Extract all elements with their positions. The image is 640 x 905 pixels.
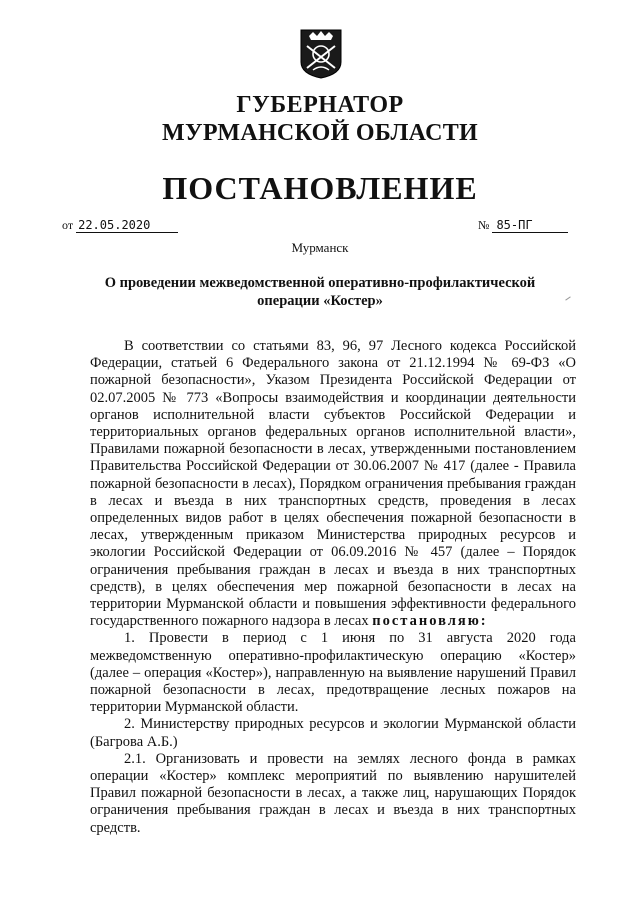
date-value: 22.05.2020 (76, 218, 178, 233)
resolve-word: постановляю: (372, 613, 488, 630)
preamble-paragraph (90, 338, 576, 630)
document-body (90, 338, 576, 837)
coat-of-arms-icon (299, 28, 343, 80)
date-field (62, 218, 178, 233)
number-field (478, 218, 568, 233)
issuer-region: МУРМАНСКОЙ ОБЛАСТИ (162, 120, 478, 146)
document-type: ПОСТАНОВЛЕНИЕ (162, 170, 478, 206)
item-1: 1. Провести в период с 1 июня по 31 августа 2020 года межведомственную оперативно-профилактическую операцию «Костер» (далее – операция «Костер»), направленную на выявление нарушений Правил пожарной безопасности в лесах, предотвращение лесных пожаров на территории Мурманской области. (90, 630, 576, 716)
number-prefix: № (478, 218, 490, 232)
stray-mark (565, 296, 570, 300)
city: Мурманск (291, 240, 349, 255)
issuer-title: ГУБЕРНАТОР (236, 92, 404, 118)
date-prefix: от (62, 218, 74, 232)
number-value: 85-ПГ (492, 218, 568, 233)
item-2: 2. Министерству природных ресурсов и экологии Мурманской области (Багрова А.Б.) (90, 716, 576, 750)
preamble-text: В соответствии со статьями 83, 96, 97 Лесного кодекса Российской Федерации, статьей 6 Федерального закона от 21.12.1994 № 69-ФЗ «О пожарной безопасности», Указом Президента Российской Федерации от 02.07.2005 № 773 «Вопросы взаимодействия и координации деятельности органов исполнительной власти субъектов Российской Федерации и территориальных органов федеральных органов исполнительной власти», Правилами пожарной безопасности в лесах, утвержденными постановлением Правительства Российской Федерации от 30.06.2007 № 417 (далее - Правила пожарной безопасности в лесах), Порядком ограничения пребывания граждан в лесах и въезда в них транспортных средств, проведения в лесах определенных видов работ в целях обеспечения пожарной безопасности в лесах, утвержденным приказом Министерства природных ресурсов и экологии Российской Федерации от 06.09.2016 № 457 (далее – Порядок ограничения пребывания граждан в лесах и въезда в них транспортных средств), в целях обеспечения мер пожарной безопасности в лесах на территории Мурманской области и повышения эффективности федерального государственного пожарного надзора в лесах (90, 338, 576, 630)
document-subject: О проведении межведомственной оперативно-профилактической операции «Костер» (104, 275, 536, 309)
item-2-1: 2.1. Организовать и провести на землях лесного фонда в рамках операции «Костер» комплекс мероприятий по выявлению нарушителей Правил пожарной безопасности в лесах, а также лиц, нарушающих Порядок ограничения пребывания граждан в лесах и въезда в них транспортных средств. (90, 750, 576, 836)
